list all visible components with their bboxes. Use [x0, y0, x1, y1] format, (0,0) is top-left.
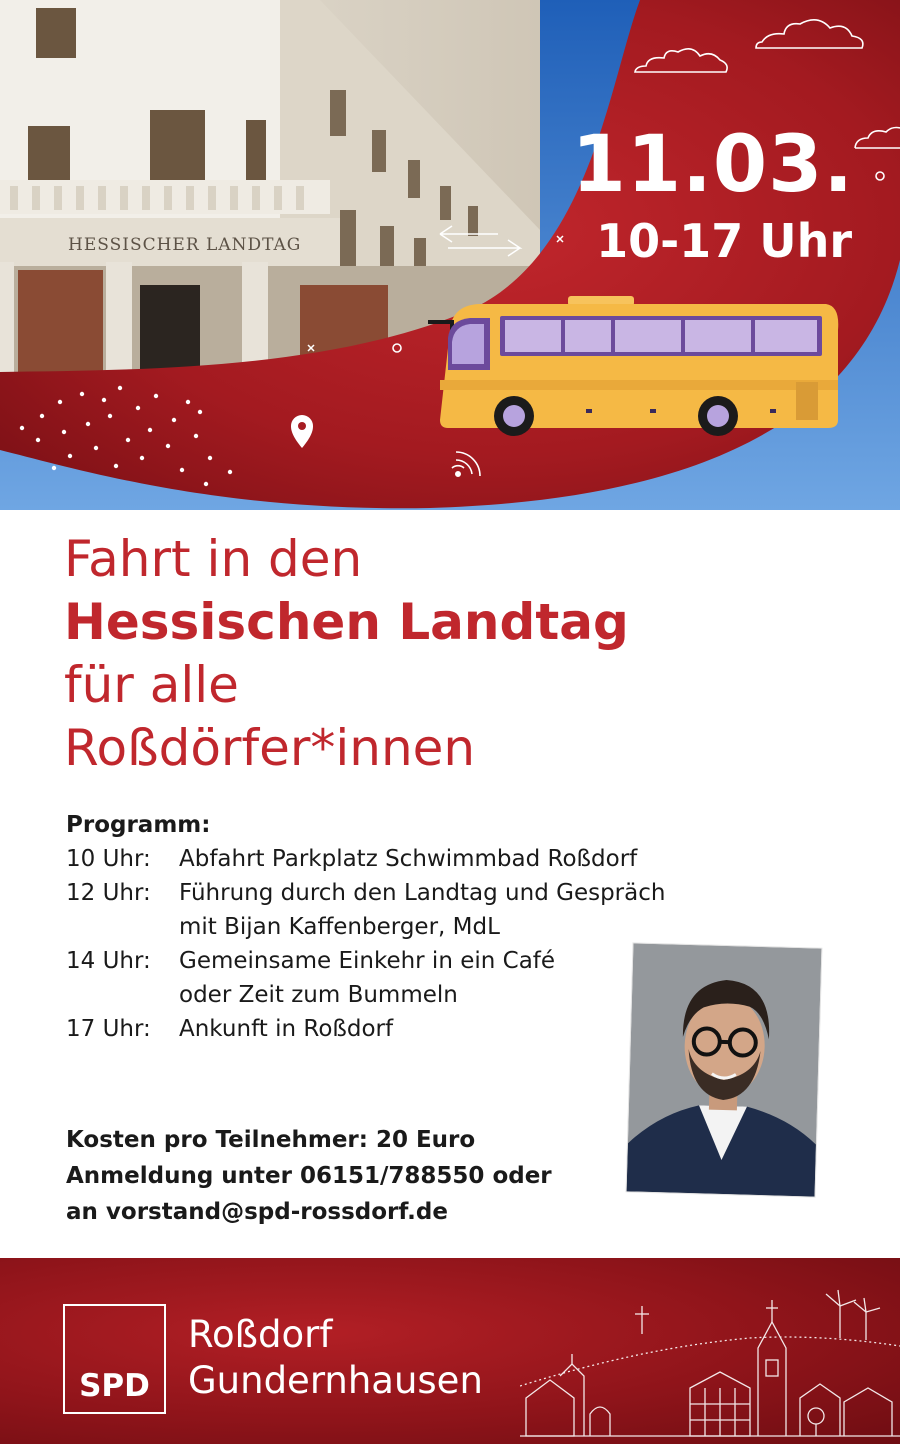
- organization-name: [188, 1312, 483, 1404]
- hero-banner: [0, 0, 900, 510]
- organization-name-line-1: Roßdorf: [188, 1313, 333, 1356]
- event-time: 10-17 Uhr: [596, 214, 852, 268]
- event-date: 11.03.: [571, 120, 854, 210]
- program-item: [66, 876, 766, 944]
- spd-logo-text: SPD: [79, 1368, 150, 1404]
- program-description: [179, 876, 766, 944]
- program-line: Ankunft in Roßdorf: [179, 1016, 394, 1042]
- program-time: 14 Uhr:: [66, 948, 151, 974]
- program-line: oder Zeit zum Bummeln: [179, 982, 458, 1008]
- program-time: 17 Uhr:: [66, 1016, 151, 1042]
- program-time: 12 Uhr:: [66, 880, 151, 906]
- headline: [64, 528, 844, 780]
- bus-icon: [428, 296, 838, 436]
- program-time: 10 Uhr:: [66, 846, 151, 872]
- portrait-illustration: [627, 943, 822, 1196]
- program-description: [179, 842, 766, 876]
- email-text: an vorstand@spd-rossdorf.de: [66, 1199, 448, 1225]
- info-section: [66, 1122, 626, 1230]
- registration-text: Anmeldung unter 06151/788550 oder: [66, 1163, 552, 1189]
- organization-name-line-2: Gundernhausen: [188, 1359, 483, 1402]
- town-skyline-icon: [520, 1288, 900, 1438]
- headline-line-2: Hessischen Landtag: [64, 593, 629, 651]
- cost-text: Kosten pro Teilnehmer: 20 Euro: [66, 1127, 476, 1153]
- program-title: Programm:: [66, 812, 211, 838]
- headline-line-4: Roßdörfer*innen: [64, 719, 476, 777]
- footer-banner: [0, 1258, 900, 1444]
- building-sign: HESSISCHER LANDTAG: [68, 235, 302, 255]
- headline-line-3: für alle: [64, 656, 239, 714]
- program-line: Führung durch den Landtag und Gespräch: [179, 880, 666, 906]
- program-item: [66, 842, 766, 876]
- program-line: mit Bijan Kaffenberger, MdL: [179, 914, 500, 940]
- spd-logo: [63, 1304, 166, 1414]
- program-line: Gemeinsame Einkehr in ein Café: [179, 948, 556, 974]
- person-photo: [627, 943, 822, 1196]
- headline-line-1: Fahrt in den: [64, 530, 363, 588]
- program-line: Abfahrt Parkplatz Schwimmbad Roßdorf: [179, 846, 638, 872]
